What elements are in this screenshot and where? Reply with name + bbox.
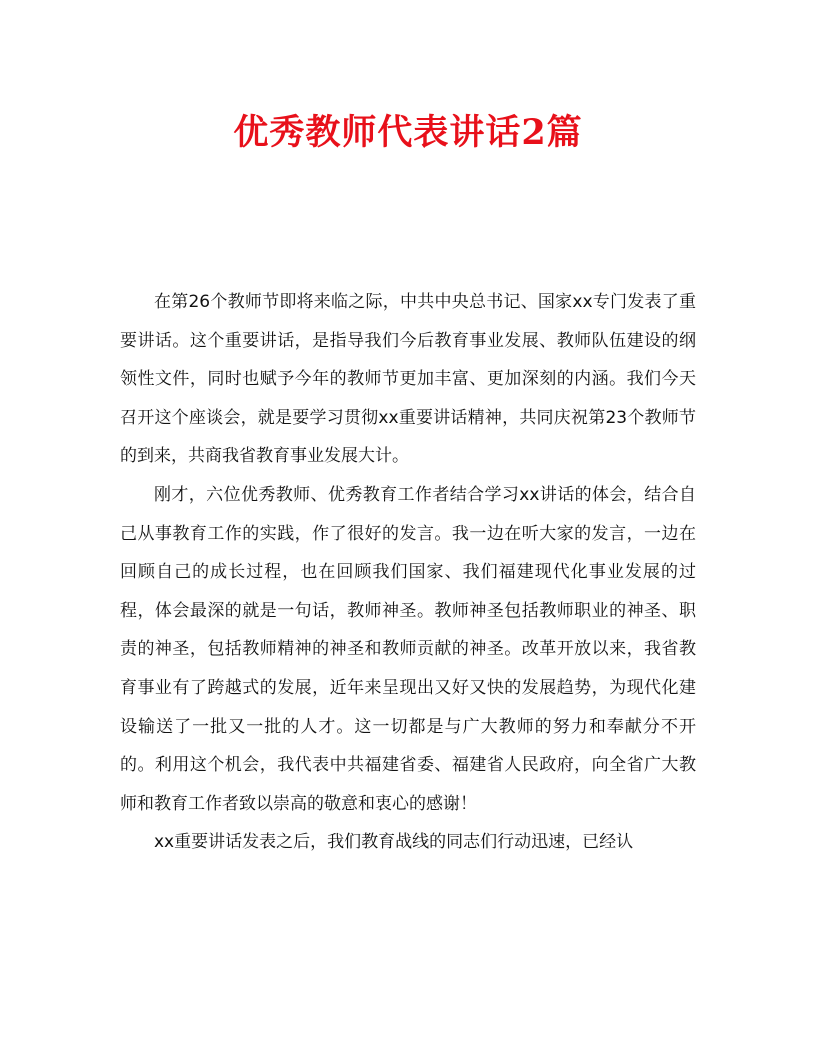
paragraph-1: 在第26个教师节即将来临之际，中共中央总书记、国家xx专门发表了重要讲话。这个重要讲话，是指导我们今后教育事业发展、教师队伍建设的纲领性文件，同时也赋予今年的教师节更加丰富、更加深刻的内涵。我们今天召开这个座谈会，就是要学习贯彻xx重要讲话精神，共同庆祝第23个教师节的到来，共商我省教育事业发展大计。 <box>120 292 696 467</box>
document-title: 优秀教师代表讲话2篇 <box>233 112 583 153</box>
paragraph-2: 刚才，六位优秀教师、优秀教育工作者结合学习xx讲话的体会，结合自己从事教育工作的实践，作了很好的发言。我一边在听大家的发言，一边在回顾自己的成长过程，也在回顾我们国家、我们福建现代化事业发展的过程，体会最深的就是一句话，教师神圣。教师神圣包括教师职业的神圣、职责的神圣，包括教师精神的神圣和教师贡献的神圣。改革开放以来，我省教育事业有了跨越式的发展，近年来呈现出又好又快的发展趋势，为现代化建设输送了一批又一批的人才。这一切都是与广大教师的努力和奉献分不开的。利用这个机会，我代表中共福建省委、福建省人民政府，向全省广大教师和教育工作者致以崇高的敬意和衷心的感谢！ <box>120 484 696 814</box>
document-body <box>120 283 696 862</box>
paragraph-3: xx重要讲话发表之后，我们教育战线的同志们行动迅速，已经认 <box>154 832 634 853</box>
